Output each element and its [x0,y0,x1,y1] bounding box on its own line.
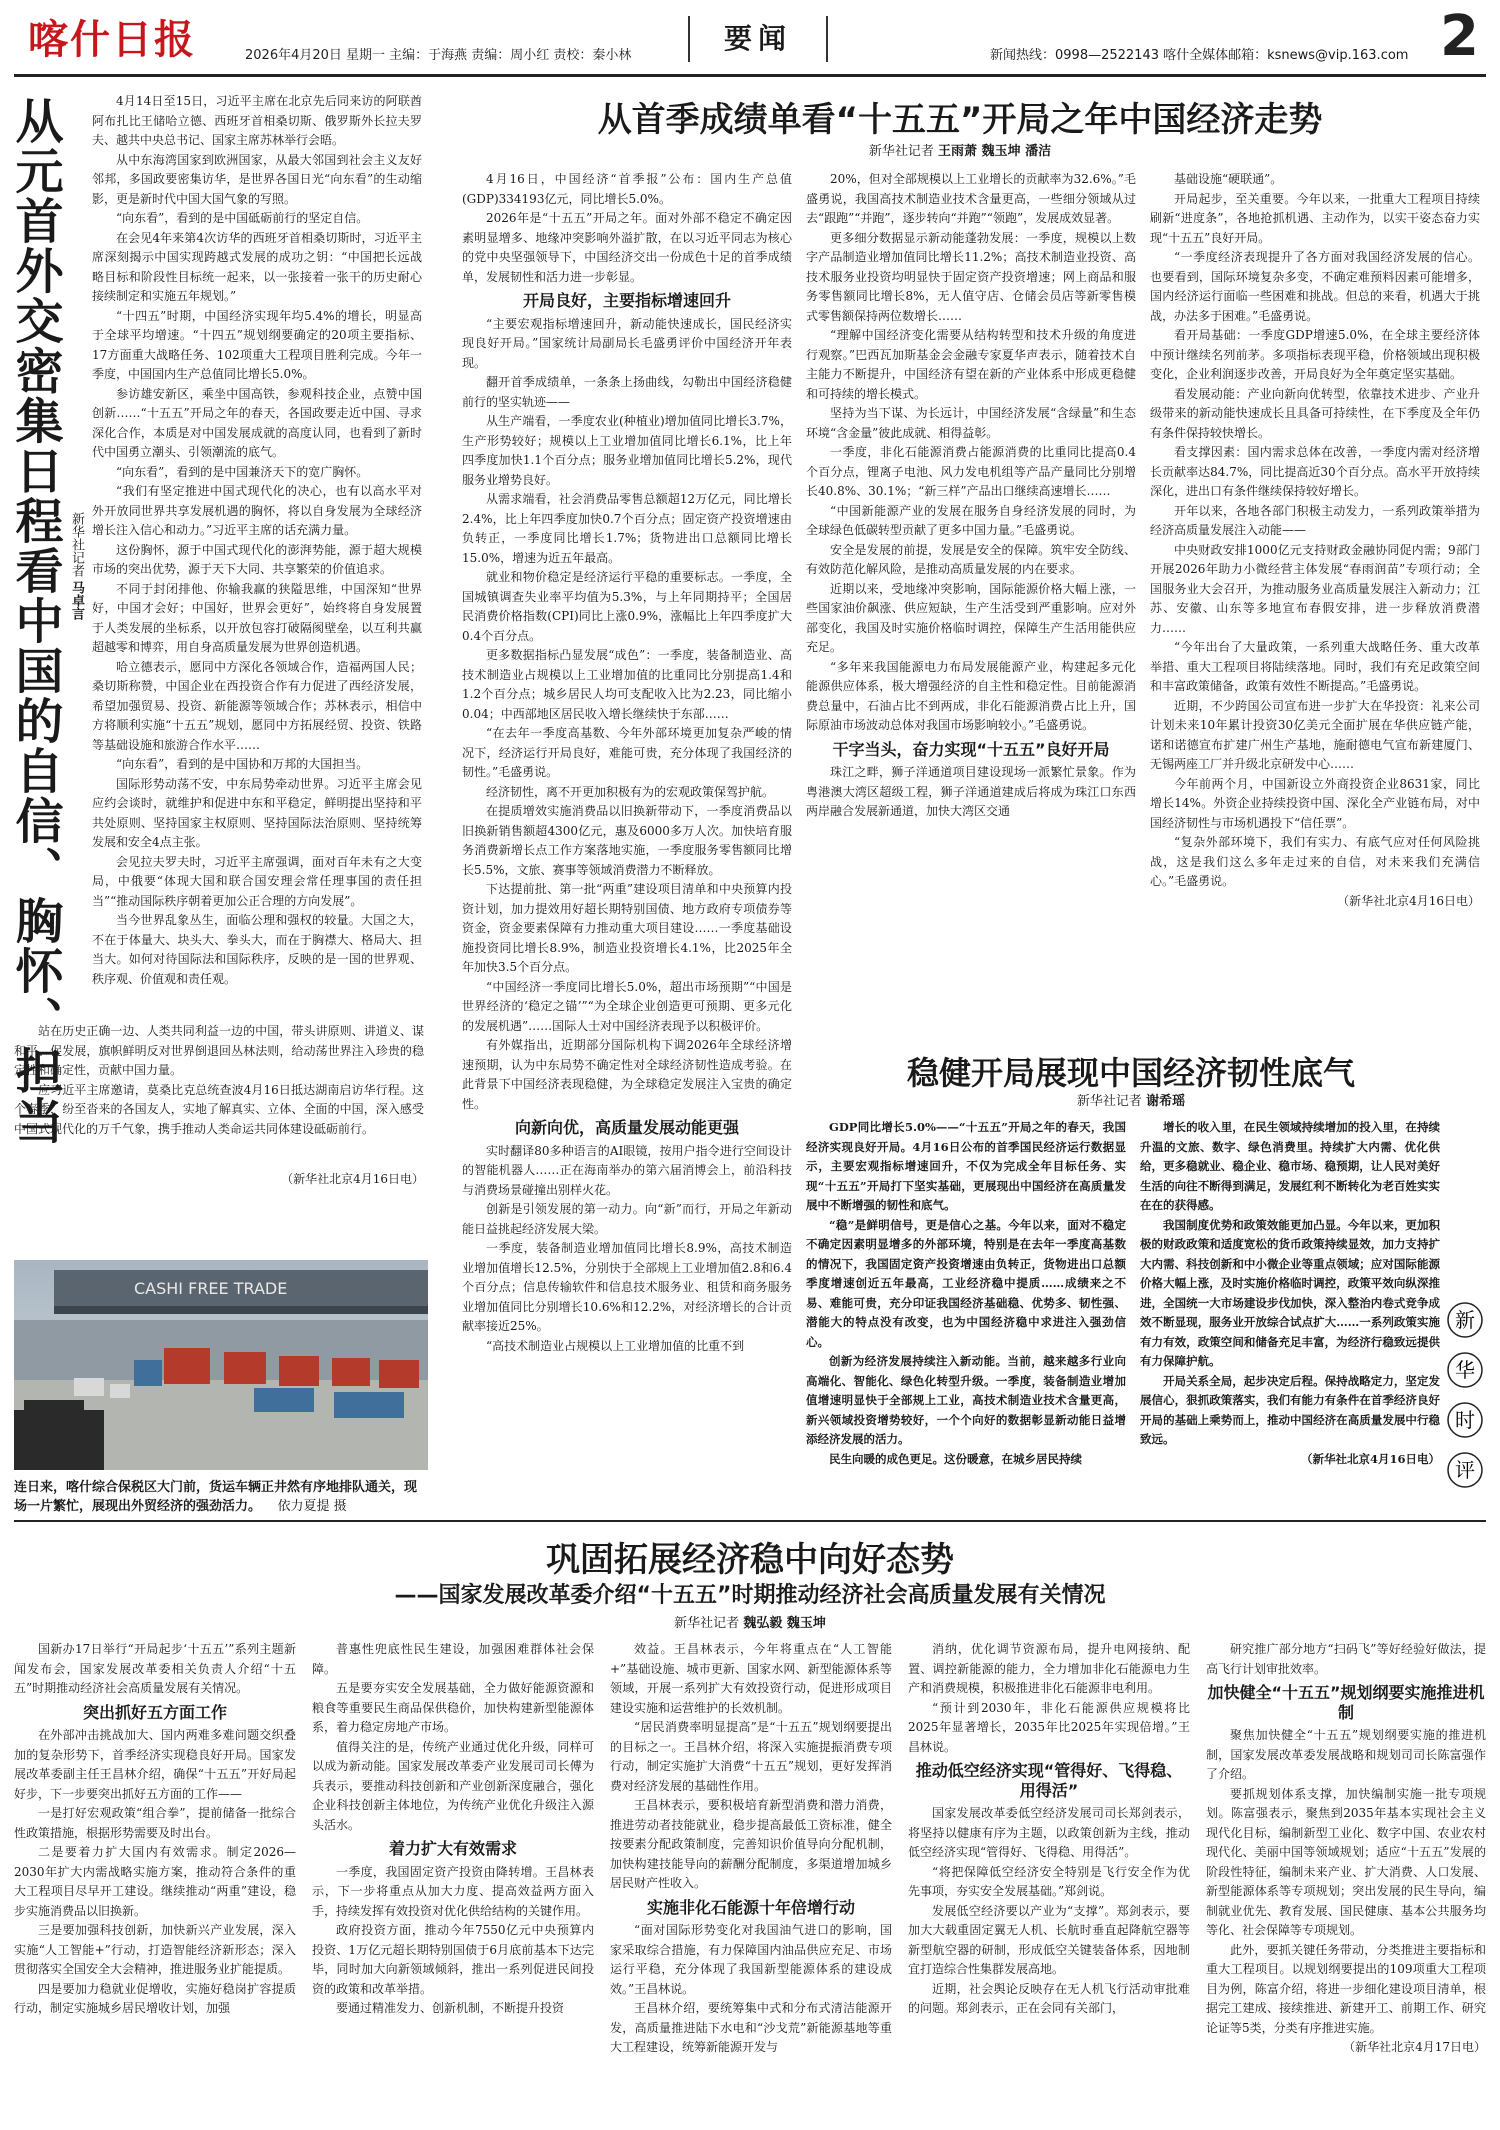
story4-subtitle: ——国家发展改革委介绍“十五五”时期推动经济社会高质量发展有关情况 [394,1583,1106,1608]
subheading: 实施非化石能源十年倍增行动 [646,1897,855,1917]
paragraph: 20%，但对全部规模以上工业增长的贡献率为32.6%。”毛盛勇说，我国高技术制造业技术含量更高，一些细分领域从过去“跟跑”“并跑”，逐步转向“并跑”“领跑”，发展成效显著。 [806,172,1136,225]
photo-illustration [14,1260,428,1470]
paragraph: 聚焦加快健全“十五五”规划纲要实施的推进机制，国家发展改革委发展战略和规划司司长陈富强作了介绍。 [1206,1728,1486,1781]
subheading: 干字当头，奋力实现“十五五”良好开局 [832,739,1110,759]
gate-sign-text: CASHI FREE TRADE [134,1279,288,1298]
paragraph: 一是打好宏观政策“组合拳”，提前储备一批综合性政策措施，根据形势需要及时出台。 [14,1806,296,1840]
paragraph: 开年以来，各地各部门积极主动发力，一系列政策举措为经济高质量发展注入动能—— [1150,503,1480,537]
story2-column-2 [806,170,1136,1050]
paragraph: 一季度，装备制造业增加值同比增长8.9%，高技术制造业增加值增长12.5%，分别快于全部规上工业增加值2.8和6.4个百分点；信息传输软件和信息技术服务业、租赁和商务服务业增加值同比分别增长10.6%和12.2%，对经济增长的合计贡献率接近25%。 [462,1241,792,1333]
story4-column-5 [1206,1640,1486,2124]
paragraph: 增长的收入里，在民生领域持续增加的投入里，在持续升温的文旅、数字、绿色消费里。持续扩大内需、优化供给，更多稳就业、稳企业、稳市场、稳预期，让人民对美好生活的向往不断得到满足，发展红利不断转化为老百姓实实在在的获得感。 [1140,1120,1440,1212]
story2-headline: 从首季成绩单看“十五五”开局之年中国经济走势 [597,100,1323,140]
paragraph: 参访雄安新区，乘坐中国高铁，参观科技企业，点赞中国创新……“十五五”开局之年的春天，各国政要走近中国、寻求深化合作，本质是对中国发展成就的高度认同，也看到了新时代中国勇立潮头、引领潮流的底气。 [92,386,422,459]
story1-column [92,92,422,1017]
paragraph: 更多细分数据显示新动能蓬勃发展：一季度，规模以上数字产品制造业增加值同比增长11.2%；高技术制造业投资、高技术服务业投资均明显快于固定资产投资增速；网上商品和服务零售额同比增长8%，无人值守店、仓储会员店等新零售模式零售额保持两位数增长…… [806,230,1136,323]
paragraph: “在去年一季度高基数、今年外部环境更加复杂严峻的情况下，经济运行开局良好，难能可贵，充分体现了我国经济的韧性。”毛盛勇说。 [462,726,792,779]
paragraph: 国新办17日举行“开局起步‘十五五’”系列主题新闻发布会，国家发展改革委相关负责人介绍“十五五”时期推动经济社会高质量发展有关情况。 [14,1642,296,1695]
paragraph: 看支撑因素：国内需求总体在改善，一季度内需对经济增长贡献率达84.7%，同比提高近30个百分点。高水平开放持续深化，进出口有条件继续保持较好增长。 [1150,445,1480,498]
paragraph: 这份胸怀，源于中国式现代化的澎湃势能，源于超大规模市场的突出优势，源于天下大同、共享繁荣的价值追求。 [92,542,422,576]
badge-char-4: 评 [1455,1458,1475,1482]
badge-char-3: 时 [1455,1408,1475,1432]
story3-byline-names: 谢希瑶 [1146,1094,1186,1109]
subheading: 着力扩大有效需求 [388,1839,517,1858]
paragraph: 开局关系全局，起步决定后程。保持战略定力，坚定发展信心，狠抓政策落实，我们有能力有条件在首季经济良好开局的基础上乘势而上，推动中国经济在高质量发展中行稳致远。 [1140,1373,1440,1446]
paragraph: 今年前两个月，中国新设立外商投资企业8631家，同比增长14%。外资企业持续投资中国、深化全产业链布局，对中国经济韧性与市场机遇投下“信任票”。 [1150,776,1480,830]
paragraph: 不同于封闭排他、你输我赢的狭隘思维，中国深知“世界好，中国才会好；中国好，世界会更好”，始终将自身发展置于人类发展的坐标系，以开放包容打破隔阂壁垒，以互利共赢超越零和博弈，用自身高质量发展为世界创造机遇。 [92,581,422,654]
paragraph: 在会见4年来第4次访华的西班牙首相桑切斯时，习近平主席深刻揭示中国实现跨越式发展的成功之钥：“中国把长远战略目标和阶段性目标统一起来，以一张接着一张干的历史耐心接续制定和实施五年规划。” [92,230,422,303]
paragraph: 安全是发展的前提，发展是安全的保障。筑牢安全防线、有效防范化解风险，是推动高质量发展的内在要求。 [806,542,1136,576]
paragraph: 在提质增效实施消费品以旧换新带动下，一季度消费品以旧换新销售额超4300亿元，惠及6000多万人次。加快培育服务消费新增长点工作方案落地实施，一季度服务零售额同比增长5.5%，文旅、赛事等领域消费潜力不断释放。 [462,804,792,877]
paragraph: “向东看”，看到的是中国协和万邦的大国担当。 [116,757,369,771]
story3-byline-prefix: 新华社记者 [1076,1094,1142,1109]
story4-column-3 [610,1640,892,2124]
paragraph: 近期，不少跨国公司宣布进一步扩大在华投资：礼来公司计划未来10年累计投资30亿美元全面扩展在华供应链产能，诺和诺德宣布扩建广州生产基地，施耐德电气宣布新建厦门、无锡两座工厂并升级北京研发中心…… [1150,698,1480,771]
paragraph: 要通过精准发力、创新机制，不断提升投资 [336,2001,565,2015]
story2-byline-prefix: 新华社记者 [868,144,934,159]
paragraph: 消纳，优化调节资源布局，提升电网接纳、配置、调控新能源的能力，全力增加非化石能源电力生产和消费规模，积极推进非化石能源非电利用。 [908,1642,1190,1695]
story1-reporter: 马卓言 [69,581,84,621]
subheading: 向新向优，高质量发展动能更强 [514,1118,739,1137]
paragraph: 经济韧性，离不开更加积极有为的宏观政策保驾护航。 [486,784,775,799]
customs-photo [14,1260,428,1470]
paragraph: 当今世界乱象丛生，面临公理和强权的较量。大国之大，不在于体量大、块头大、拳头大，而在于胸襟大、格局大、担当大。如何对待国际法和国际秩序，反映的是一国的世界观、秩序观、价值观和责任观。 [92,913,422,986]
paragraph: GDP同比增长5.0%——“十五五”开局之年的春天，我国经济实现良好开局。4月16日公布的首季国民经济运行数据显示，主要宏观指标增速回升，不仅为完成全年目标任务、实现“十五五”开局打下坚实基础，更展现出中国经济在高质量发展中不断增强的韧性和底气。 [806,1120,1126,1212]
paragraph: “预计到2030年，非化石能源供应规模将比2025年显著增长，2035年比2025年实现倍增。”王昌林说。 [908,1700,1190,1754]
paragraph: 国家发展改革委低空经济发展司司长郑剑表示，将坚持以健康有序为主题，以政策创新为主线，推动低空经济实现“管得好、飞得稳、用得活”。 [908,1806,1190,1859]
paragraph: 民生向暖的成色更足。这份暖意，在城乡居民持续 [829,1451,1082,1466]
masthead-rule [14,74,1486,77]
paragraph: 从生产端看，一季度农业(种植业)增加值同比增长3.7%，生产形势较好；规模以上工业增加值同比增长6.1%，比上年四季度加快1.1个百分点；服务业增加值同比增长5.2%，现代服务业增势良好。 [462,414,792,487]
photo-caption-text: 连日来，喀什综合保税区大门前，货运车辆正井然有序地排队通关，现场一片繁忙，展现出外贸经济的强劲活力。 [14,1480,418,1514]
contact-info: 新闻热线：0998—2522143 喀什全媒体邮箱：ksnews@vip.163.com [990,48,1409,63]
paragraph: 看开局基础：一季度GDP增速5.0%，在全球主要经济体中预计继续名列前茅。多项指标表现平稳，价格领域出现积极变化，企业利润逐步改善，开局良好为全年奠定坚实基础。 [1150,328,1480,381]
badge-char-2: 华 [1455,1358,1475,1382]
story4-byline [14,1612,1486,1631]
story4-column-4 [908,1640,1190,2124]
paragraph: 就业和物价稳定是经济运行平稳的重要标志。一季度，全国城镇调查失业率平均值为5.3%，与上年同期持平；全国居民消费价格指数(CPI)同比上涨0.9%，涨幅比上年四季度扩大0.4个百分点。 [462,570,792,643]
paragraph: 近期以来，受地缘冲突影响，国际能源价格大幅上涨，一些国家油价飙涨、供应短缺，生产生活受到严重影响。应对外部变化，我国及时实施价格临时调控，保障生产生活用能供应充足。 [806,581,1136,654]
paragraph: 政府投资方面，推动今年7550亿元中央预算内投资、1万亿元超长期特别国债于6月底前基本下达完毕，同时加大向新领域倾斜，推出一系列促进民间投资的政策和改革举措。 [312,1923,594,1996]
story1-tail [14,1022,424,1190]
paragraph: 实时翻译80多种语言的AI眼镜，按用户指令进行空间设计的智能机器人……正在海南举办的第六届消博会上，前沿科技与消费场景碰撞出别样火花。 [462,1143,792,1197]
paragraph: 创新为经济发展持续注入新动能。当前，越来越多行业向高端化、智能化、绿色化转型升级。一季度，装备制造业增加值增速明显快于全部规上工业，高技术制造业技术含量更高，新兴领域投资增势较好，一个个向好的数据彰显新动能日益增添经济发展的活力。 [806,1354,1126,1446]
paragraph: “今年出台了大量政策，一系列重大战略任务、重大改革举措、重大工程项目将陆续落地。同时，我们有充足政策空间和丰富政策储备，政策有效性不断提高。”毛盛勇说。 [1150,640,1480,693]
xinhua-commentary-badge [1445,1298,1485,1504]
paragraph: 基础设施“硬联通”。 [1174,172,1283,186]
paragraph: “将把保障低空经济安全特别是飞行安全作为优先事项，夯实安全发展基础。”郑剑说。 [908,1864,1190,1898]
dateline: （新华社北京4月16日电） [1337,893,1480,908]
paragraph: 2026年是“十五五”开局之年。面对外部不稳定不确定因素明显增多、地缘冲突影响外溢扩散，在以习近平同志为核心的党中央坚强领导下，中国经济交出一份成色十足的首季成绩单，发展韧性和活力进一步彰显。 [462,211,792,284]
masthead [0,0,1500,72]
story2-column-1 [462,170,792,1510]
paragraph: 发展低空经济要以产业为“支撑”。郑剑表示，要加大大载重固定翼无人机、长航时垂直起降航空器等新型航空器的研制，形成低空关键装备体系，因地制宜打造综合性集群发展高地。 [908,1903,1190,1976]
paragraph: 研究推广部分地方“扫码飞”等好经验好做法，提高飞行计划审批效率。 [1206,1642,1486,1676]
paragraph: “高技术制造业占规模以上工业增加值的比重不到 [486,1338,745,1353]
paragraph: 下达提前批、第一批“两重”建设项目清单和中央预算内投资计划，加力提效用好超长期特别国债、地方政府专项债券等资金，资金要素保障有力推动重大项目建设……一季度基础设施投资同比增长8.9%，制造业投资增长4.1%，比2025年全年加快3.5个百分点。 [462,882,792,974]
page-number: 2 [1440,4,1479,69]
paragraph: “稳”是鲜明信号，更是信心之基。今年以来，面对不稳定不确定因素明显增多的外部环境，特别是在去年一季度高基数的情况下，我国固定资产投资增速由负转正，货物进出口总额季度增速创近五年最高，工业经济稳中提质……成绩来之不易、难能可贵，充分印证我国经济基础稳、优势多、韧性强、潜能大的特点没有改变，也为中国经济稳中求进注入强劲信心。 [806,1217,1126,1349]
story4-byline-names: 魏弘毅 魏玉坤 [743,1616,826,1631]
story1-byline [66,512,86,620]
story1-dateline: （新华社北京4月16日电） [281,1172,424,1186]
paragraph: “居民消费率明显提高”是“十五五”规划纲要提出的目标之一。王昌林介绍，将深入实施提振消费专项行动，制定实施扩大消费“十五五”规划，更好发挥消费对经济发展的基础性作用。 [610,1720,892,1793]
paragraph: 翻开首季成绩单，一条条上扬曲线，勾勒出中国经济稳健前行的坚实轨迹—— [462,375,792,409]
story2-byline-names: 王雨萧 魏玉坤 潘洁 [938,144,1052,159]
paragraph: “向东看”，看到的是中国兼济天下的宽广胸怀。 [116,464,369,479]
paragraph: 五是要夯实安全发展基础，全力做好能源资源和粮食等重要民生商品保供稳价，加快构建新型能源体系，着力稳定房地产市场。 [312,1681,594,1734]
paragraph: 坚持为当下谋、为长远计，中国经济发展“含绿量”和生态环境“含金量”彼此成就、相得益彰。 [806,406,1136,440]
paragraph: “面对国际形势变化对我国油气进口的影响，国家采取综合措施，有力保障国内油品供应充足、市场运行平稳，充分体现了我国新型能源体系的建设成效。”王昌林说。 [610,1923,892,1996]
section-divider [14,1520,1486,1522]
newspaper-logo: 喀什日报 [28,16,196,63]
story3-column-1 [806,1118,1126,1514]
paragraph: 近期，社会舆论反映存在无人机飞行活动审批难的问题。郑剑表示，正在会同有关部门， [908,1981,1190,2015]
paragraph: 看发展动能：产业向新向优转型，依靠技术进步、产业升级带来的新动能快速成长且具备可持续性，在下季度及全年仍有条件保持较快增长。 [1150,386,1480,440]
paragraph: 王昌林表示，要积极培育新型消费和潜力消费，推进劳动者技能就业，稳步提高最低工资标准，健全按要素分配政策制度，完善知识价值导向分配机制，加快构建技能导向的薪酬分配制度，多渠道增加城乡居民财产性收入。 [610,1798,892,1890]
paragraph: 站在历史正确一边、人类共同利益一边的中国，带头讲原则、讲道义、谋和平、促发展，旗帜鲜明反对世界倒退回丛林法则，给动荡世界注入珍贵的稳定性和确定性，贡献中国力量。 [14,1024,424,1077]
paragraph: “理解中国经济变化需要从结构转型和技术升级的角度进行观察。”巴西瓦加斯基金会金融专家夏华声表示，随着技术自主能力不断提升，中国经济有望在新的产业体系中形成更稳健和可持续的增长模式。 [806,328,1136,401]
paragraph: 4月14日至15日，习近平主席在北京先后同来访的阿联酋阿布扎比王储哈立德、西班牙首相桑切斯、俄罗斯外长拉夫罗夫、越共中央总书记、国家主席苏林举行会晤。 [92,94,422,147]
paragraph: “一季度经济表现提升了各方面对我国经济发展的信心。也要看到，国际环境复杂多变，不确定难预料因素可能增多，国内经济运行面临一些困难和挑战。但总的来看，机遇大于挑战，办法多于困难。”毛盛勇说。 [1150,250,1480,323]
paragraph: 王昌林介绍，要统筹集中式和分布式清洁能源开发，高质量推进陆下水电和“沙戈荒”新能源基地等重大工程建设，统筹新能源开发与 [610,2001,892,2054]
story3-column-2 [1140,1118,1440,1514]
paragraph: 更多数据指标凸显发展“成色”：一季度，装备制造业、高技术制造业占规模以上工业增加值的比重同比分别提高1.4和1.2个百分点；城乡居民人均可支配收入比为2.23，同比缩小0.04；中西部地区居民收入增长继续快于东部…… [462,648,792,721]
paragraph: 效益。王昌林表示，今年将重点在“人工智能+”基础设施、城市更新、国家水网、新型能源体系等领域，开展一系列扩大有效投资行动，促进形成项目建设实施和运营维护的长效机制。 [610,1642,892,1715]
subheading: 加快健全“十五五”规划纲要实施推进机制 [1207,1683,1485,1722]
paragraph: 要抓规划体系支撑，加快编制实施一批专项规划。陈富强表示，聚焦到2035年基本实现社会主义现代化目标，编制新型工业化、数字中国、农业农村现代化、美丽中国等领域规划；适应“十五五”发展的阶段性特征，编制未来产业、扩大消费、人口发展、新型能源体系等专项规划；突出发展的民生导向，编制就业优先、教育发展、国民健康、基本公共服务均等化、社会保障等专项规划。 [1206,1786,1486,1937]
paragraph: 中央财政安排1000亿元支持财政金融协同促内需；9部门开展2026年助力小微经营主体发展“春雨润苗”专项行动；全国服务业大会召开，为推动服务业高质量发展注入新动力；江苏、安徽、山东等多地宣布春假安排，进一步释放消费潜力…… [1150,542,1480,635]
paragraph: 应习近平主席邀请，莫桑比克总统查波4月16日抵达湖南启访华行程。这个春季，纷至沓来的各国友人，实地了解真实、立体、全面的中国，深入感受中国式现代化的万千气象，携手推动人类命运共同体建设砥砺前行。 [14,1082,424,1136]
paragraph: “中国新能源产业的发展在服务自身经济发展的同时，为全球绿色低碳转型贡献了更多中国力量。”毛盛勇说。 [806,503,1136,537]
paragraph: “十四五”时期，中国经济实现年均5.4%的增长，明显高于全球平均增速。“十四五”规划纲要确定的20项主要指标、17方面重大战略任务、102项重大工程项目胜利完成。今年一季度，中国国内生产总值同比增长5.0%。 [92,308,422,381]
paragraph: “我们有坚定推进中国式现代化的决心，也有以高水平对外开放同世界共享发展机遇的胸怀，将以自身发展为全球经济增长注入信心和动力。”习近平主席的话充满力量。 [92,484,422,537]
paragraph: 在外部冲击挑战加大、国内两难多难问题交织叠加的复杂形势下，首季经济实现稳良好开局。国家发展改革委副主任王昌林介绍，确保“十五五”开好局起好步，下一步要突出抓好五方面的工作—— [14,1728,296,1801]
subheading: 推动低空经济实现“管得好、飞得稳、用得活” [915,1761,1183,1800]
paragraph: “复杂外部环境下，我们有实力、有底气应对任何风险挑战，这是我们这么多年走过来的自信，对未来我们充满信心。”毛盛勇说。 [1150,835,1480,888]
paragraph: 开局起步，至关重要。今年以来，一批重大工程项目持续刷新“进度条”，各地抢抓机遇、主动作为，以实干姿态奋力实现“十五五”良好开局。 [1150,191,1480,245]
paragraph: 从需求端看，社会消费品零售总额超12万亿元，同比增长2.4%，比上年四季度加快0.7个百分点；固定资产投资增速由负转正，一季度同比增长1.7%；货物进出口总额同比增长15.0%，增速为近五年最高。 [462,492,792,565]
section-label: 要闻 [688,16,828,62]
story2-byline [440,140,1480,159]
paragraph: 我国制度优势和政策效能更加凸显。今年以来，更加积极的财政政策和适度宽松的货币政策持续显效，加力支持扩大内需、科技创新和中小微企业等重点领域；应对国际能源价格大幅上涨，及时实施价格临时调控，政策平效向纵深推进，全国统一大市场建设步伐加快，深入整治内卷式竞争成效不断显现，服务业开放综合试点扩大……一系列政策实施有力有效，政策空间和储备充足丰富，为经济行稳致远提供有力保障护航。 [1140,1217,1440,1368]
paragraph: 珠江之畔，狮子洋通道项目建设现场一派繁忙景象。作为粤港澳大湾区超级工程，狮子洋通道建成后将成为珠江口东西两岸融合发展新通道，加快大湾区交通 [806,765,1136,818]
subheading: 开局良好，主要指标增速回升 [522,291,731,310]
dateline: （新华社北京4月16日电） [1300,1451,1440,1466]
paragraph: 会见拉夫罗夫时，习近平主席强调，面对百年未有之大变局，中俄要“体现大国和联合国安理会常任理事国的责任担当”“推动国际秩序朝着更加公正合理的方向发展”。 [92,854,422,908]
issue-info: 2026年4月20日 星期一 主编：于海燕 责编：周小红 责校：秦小林 [245,48,632,63]
paragraph: 国际形势动荡不安，中东局势牵动世界。习近平主席会见应约会谈时，就维护和促进中东和平稳定，鲜明提出坚持和平共处原则、坚持国家主权原则、坚持国际法治原则、坚持统筹发展和安全4点主张。 [92,776,422,849]
paragraph: 从中东海湾国家到欧洲国家，从最大邻国到社会主义友好邻邦，多国政要密集访华，是世界各国日光“向东看”的生动缩影，更是新时代中国大国气象的写照。 [92,152,422,206]
story3-byline [806,1090,1456,1109]
paragraph: “主要宏观指标增速回升，新动能快速成长，国民经济实现良好开局。”国家统计局副局长毛盛勇评价中国经济开年表现。 [462,316,792,370]
paragraph: “向东看”，看到的是中国砥砺前行的坚定自信。 [116,211,369,225]
badge-char-1: 新 [1455,1308,1475,1332]
paragraph: 此外，要抓关键任务带动，分类推进主要指标和重大工程项目。以规划纲要提出的109项重大工程项目为例，陈富介绍，将进一步细化建设项目清单，根据完工建成、接续推进、新建开工、前期工作、研究论证等5类，分类有序推进实施。 [1206,1942,1486,2035]
story1-headline: 从元首外交密集日程看中国的自信、胸怀、担当 [7,96,63,1146]
story3-headline: 稳健开局展现中国经济韧性底气 [906,1054,1355,1092]
badge-graphic [1445,1298,1485,1504]
paragraph: “中国经济一季度同比增长5.0%，超出市场预期”“中国是世界经济的‘稳定之锚’”“为全球企业创造更可预期、更多元化的发展机遇”……国际人士对中国经济表现予以积极评价。 [462,979,792,1033]
subheading: 突出抓好五方面工作 [82,1702,227,1722]
story4-byline-prefix: 新华社记者 [674,1616,740,1631]
paragraph: 创新是引领发展的第一动力。向“新”而行，开局之年新动能日益挑起经济发展大梁。 [462,1202,792,1236]
paragraph: 一季度，非化石能源消费占能源消费的比重同比提高0.4个百分点，锂离子电池、风力发电机组等产品产量同比分别增长40.8%、30.1%；“新三样”产品出口继续高速增长…… [806,445,1136,498]
story4-column-2 [312,1640,594,2124]
paragraph: 二是要着力扩大国内有效需求。制定2026—2030年扩大内需战略实施方案，推动符合条件的重大工程项目尽早开工建设。继续推动“两重”建设，稳步实施消费品以旧换新。 [14,1845,296,1918]
paragraph: 一季度，我国固定资产投资由降转增。王昌林表示，下一步将重点从加大力度、提高效益两方面入手，持续发挥有效投资对优化供给结构的关键作用。 [312,1864,594,1918]
story1-agency: 新华社记者 [69,512,84,577]
story4-headline: 巩固拓展经济稳中向好态势 [546,1540,954,1580]
paragraph: 哈立德表示，愿同中方深化各领域合作，造福两国人民；桑切斯称赞，中国企业在西投资合作有力促进了西经济发展，希望加强贸易、投资、新能源等领域合作；苏林表示，相信中方将顺利实施“十五五”规划，愿同中方拓展经贸、投资、铁路等基础设施和旅游合作水平…… [92,659,422,752]
dateline: （新华社北京4月17日电） [1343,2040,1486,2054]
story2-column-3 [1150,170,1480,1050]
paragraph: 普惠性兜底性民生建设，加强困难群体社会保障。 [312,1642,594,1676]
paragraph: 三是要加强科技创新，加快新兴产业发展，深入实施“人工智能+”行动，打造智能经济新形态；深入贯彻落实全国安全大会精神，推进服务业扩能提质。 [14,1923,296,1976]
paragraph: “多年来我国能源电力布局发展能源产业，构建起多元化能源供应体系，极大增强经济的自主性和稳定性。目前能源消费总量中，石油占比不到两成，非化石能源消费占比上升，国际原油市场波动总体对我国市场影响较小。”毛盛勇说。 [806,659,1136,732]
paragraph: 有外媒指出，近期部分国际机构下调2026年全球经济增速预期，认为中东局势不确定性对全球经济韧性造成考验。在此背景下中国经济表现稳健，为全球稳定发展注入宝贵的确定性。 [462,1038,792,1111]
paragraph: 值得关注的是，传统产业通过优化升级，同样可以成为新动能。国家发展改革委产业发展司司长傅为兵表示，要推动科技创新和产业创新深度融合，强化企业科技创新主体地位，为传统产业优化升级注入源头活水。 [312,1739,594,1832]
story4-column-1 [14,1640,296,2124]
photo-credit: 依力夏提 摄 [277,1499,347,1514]
paragraph: 四是要加力稳就业促增收，实施好稳岗扩容提质行动，制定实施城乡居民增收计划，加强 [14,1981,296,2015]
paragraph: 4月16日，中国经济“首季报”公布：国内生产总值(GDP)334193亿元，同比增长5.0%。 [462,172,792,206]
photo-caption [14,1478,428,1516]
